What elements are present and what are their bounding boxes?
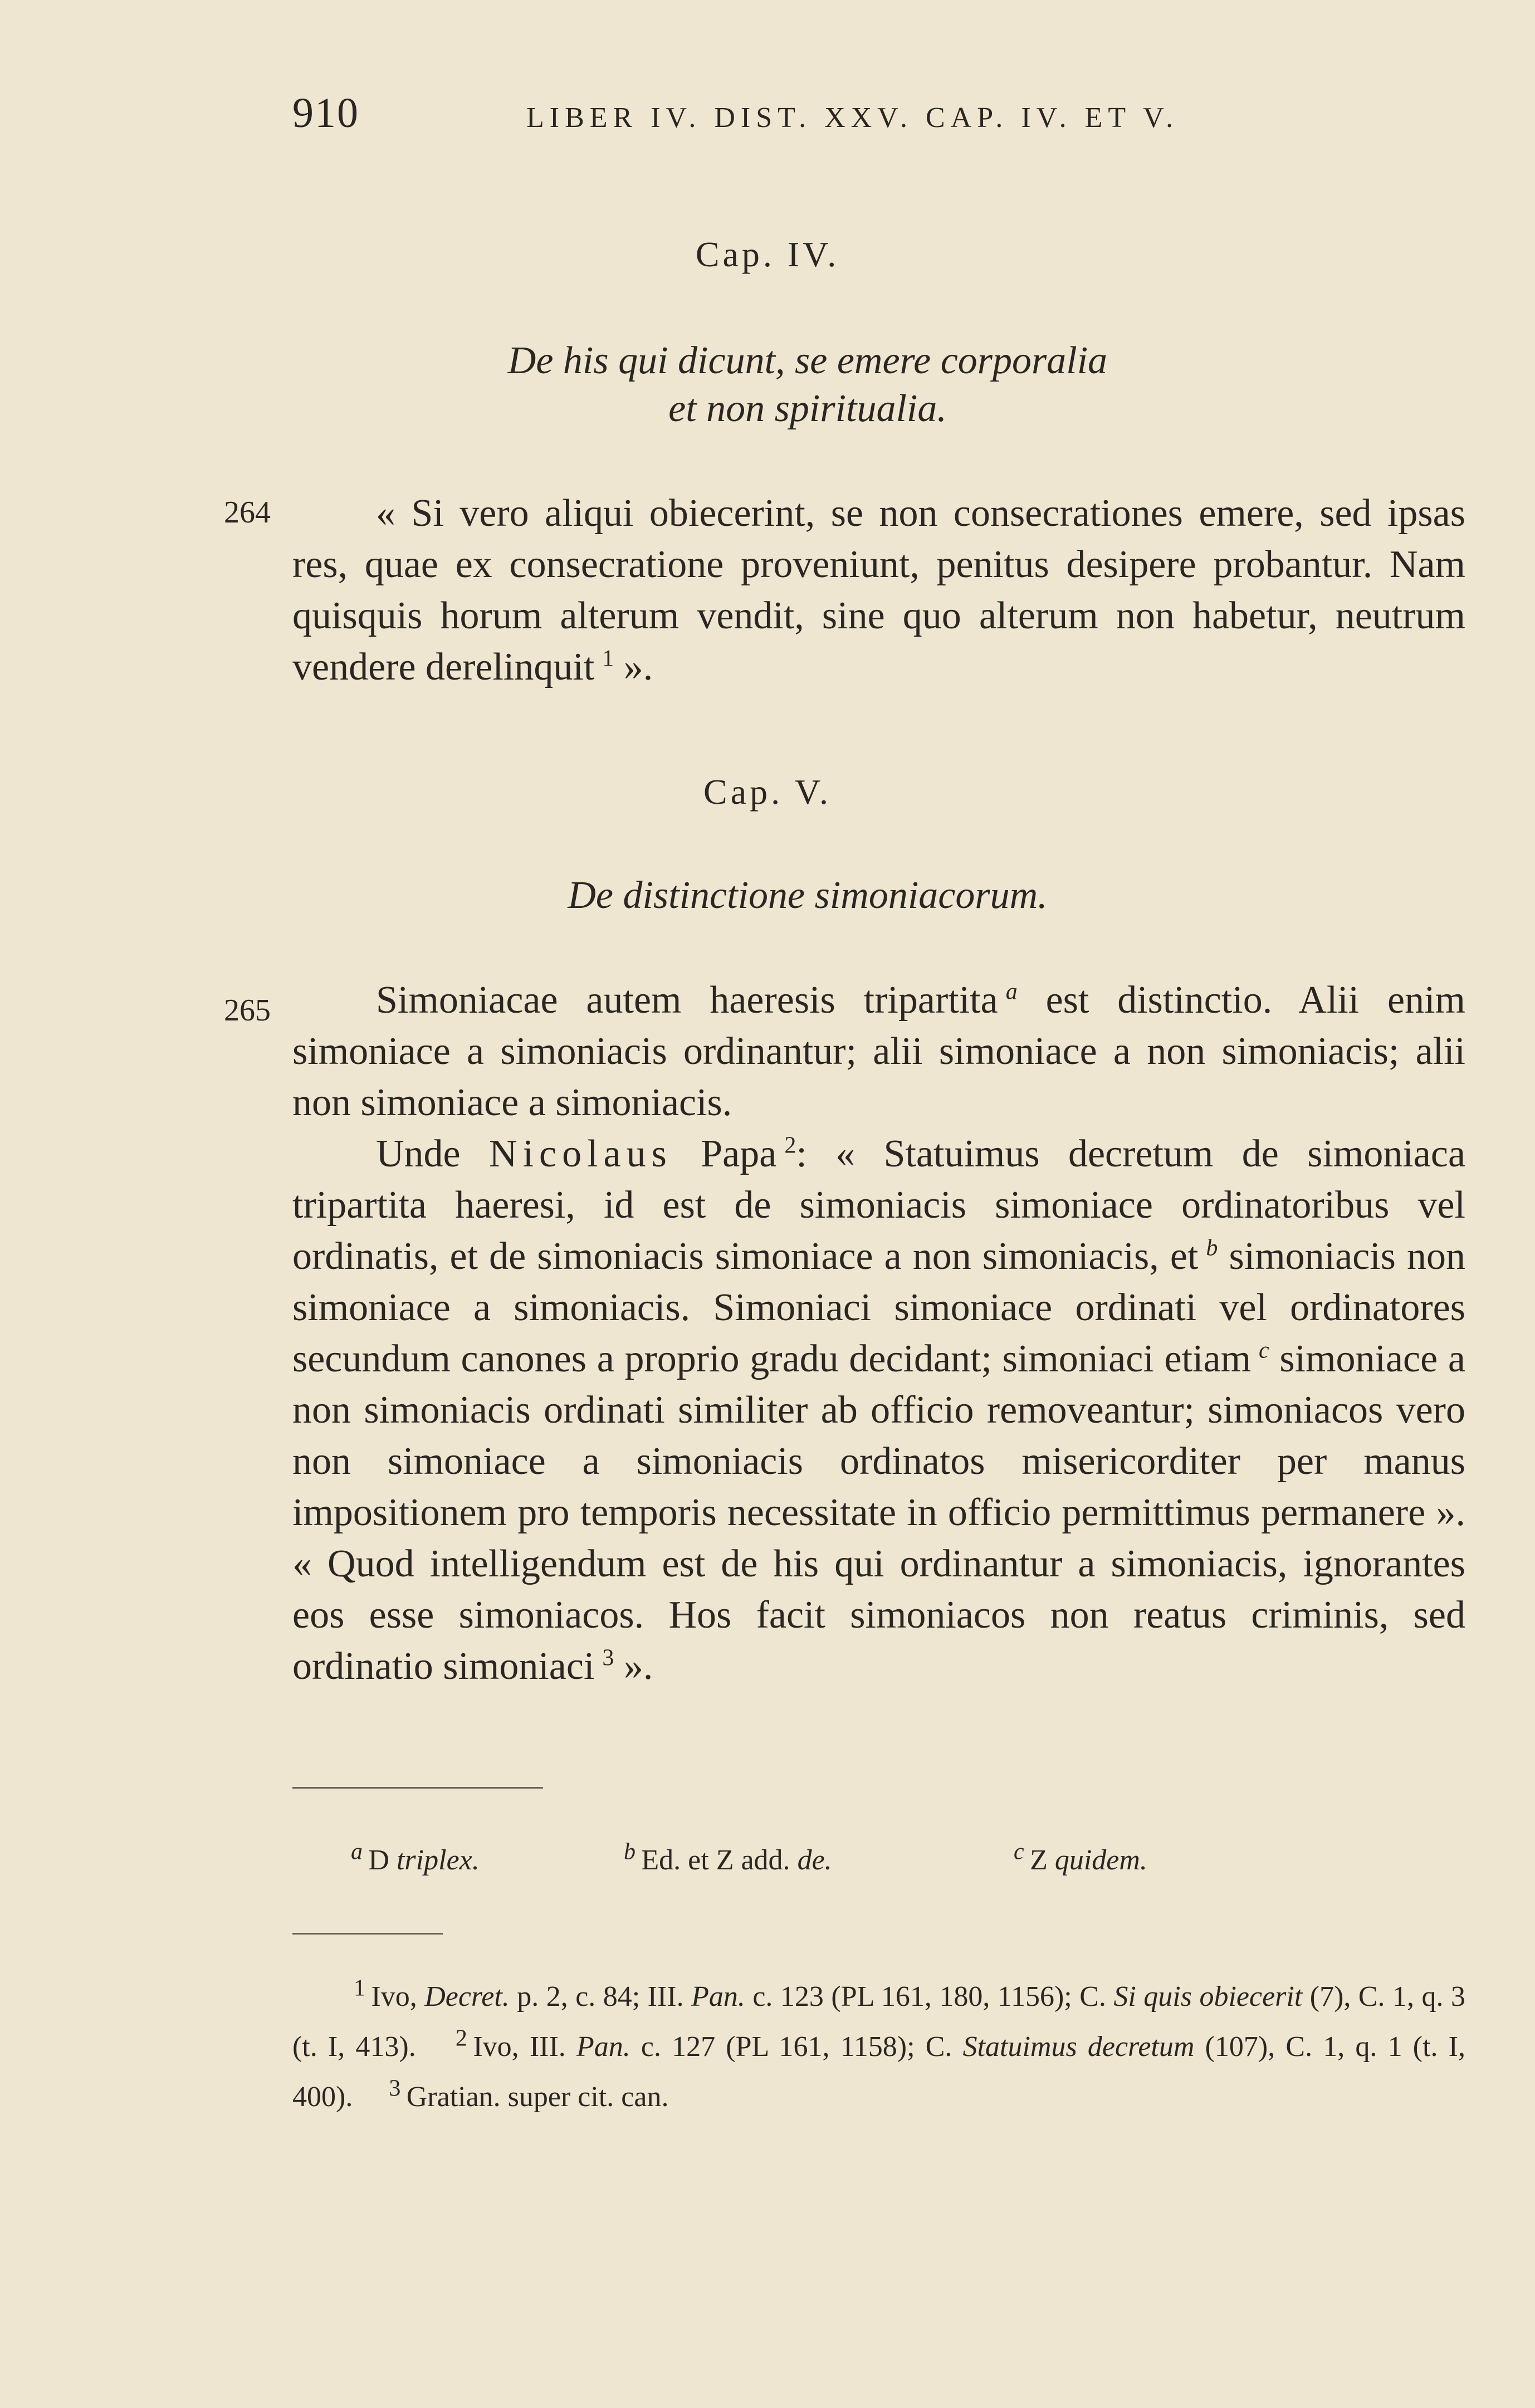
section-number-265: 265 [224, 993, 271, 1028]
section-number-264: 264 [224, 495, 271, 530]
chapter-iv-heading: Cap. IV. [695, 235, 840, 274]
text-run: Unde [376, 1132, 490, 1175]
footnote-1-incipit: Si quis obiecerit [1113, 1981, 1303, 2013]
footnote-2-text: c. 127 (PL 161, 1158); C. [630, 2031, 963, 2063]
variant-reading: triplex. [396, 1844, 480, 1876]
paragraph-264-end: ». [614, 646, 653, 688]
variant-text: Ed. et Z add. [641, 1844, 798, 1876]
variants-divider [292, 1787, 543, 1789]
variant-reading: de. [797, 1844, 832, 1876]
footnote-3-text: Gratian. super cit. can. [406, 2081, 669, 2113]
footnote-1-text: p. 2, c. 84; III. [509, 1981, 692, 2013]
text-run: : « Statuimus decretum de simoniaca tripartita haeresi, id est de simoniacis simoniace ordinatoribus vel ordinatis, et de simoniacis simoniace a non simoniacis, et [292, 1132, 1466, 1278]
footnote-1-text: Ivo, [371, 1981, 425, 2013]
text-run: simoniacis non simoniace a simoniacis. Simoniaci simoniace ordinati vel ordinatores secundum canones a proprio gradu decidant; simoniaci etiam [292, 1235, 1465, 1380]
chapter-v-heading: Cap. V. [703, 772, 832, 812]
footnote-3-mark: 3 [389, 2075, 401, 2102]
chapter-v-rubric: De distinctione simoniacorum. [568, 874, 1048, 917]
text-run: Papa [672, 1132, 777, 1175]
paragraph-264-text: « Si vero aliqui obiecerint, se non consecrationes emere, sed ipsas res, quae ex consecratione proveniunt, penitus desipere probantur. Nam quisquis horum alterum vendit, sine quo alterum non habetur, neutrum vendere derelinquit [292, 492, 1465, 688]
variant-mark: a [351, 1839, 363, 1865]
footnotes-divider [292, 1933, 443, 1935]
chapter-v-text [292, 975, 1465, 1692]
footnote-ref-3: 3 [602, 1645, 614, 1671]
footnote-2-mark: 2 [455, 2025, 467, 2052]
chapter-iv-rubric [446, 337, 1170, 433]
footnote-2-text: Ivo, III. [473, 2031, 576, 2063]
text-run: est distinctio. Alii enim simoniace a simoniacis ordinantur; alii simoniace a non simoniacis; alii non simoniace a simoniacis. [292, 979, 1465, 1124]
paragraph-265-2 [292, 1129, 1465, 1692]
footnote-1-work: Decret. [424, 1981, 510, 2013]
running-header [292, 89, 1184, 139]
paragraph-265-1 [292, 975, 1465, 1129]
chapter-iv-text [292, 488, 1465, 693]
variant-a [351, 1839, 624, 1883]
text-run: simoniace a non simoniacis ordinati similiter ab officio removeantur; simoniacos vero non simoniace a simoniacis ordinatos misericorditer per manus impositionem pro temporis necessitate in officio permittimus permanere ». « Quod intelligendum est de his qui ordinantur a simoniacis, ignorantes eos esse simoniacos. Hos facit simoniacos non reatus criminis, sed ordinatio simoniaci [292, 1337, 1465, 1688]
chapter-iv-rubric-line-1: De his qui dicunt, se emere corporalia [507, 339, 1108, 382]
footnote-1-mark: 1 [354, 1975, 365, 2001]
footnote-2-incipit: Statuimus decretum [962, 2031, 1195, 2063]
footnote-1-text: (7), C. 1, q. 3 (t. I, 413). [292, 1981, 1465, 2063]
variant-c [1014, 1839, 1147, 1883]
text-run: ». [614, 1645, 653, 1688]
variant-text: Z [1030, 1844, 1055, 1876]
footnote-1-work: Pan. [691, 1981, 745, 2013]
variant-mark: c [1014, 1839, 1024, 1865]
variant-ref-b: b [1206, 1235, 1218, 1261]
footnote-2-text: (107), C. 1, q. 1 (t. I, 400). [292, 2031, 1465, 2113]
variant-b [624, 1839, 1014, 1883]
source-footnotes [292, 1972, 1465, 2122]
variant-apparatus [351, 1839, 1298, 1883]
text-run: Simoniacae autem haeresis tripartita [376, 979, 998, 1022]
chapter-iv-rubric-line-2: et non spiritualia. [668, 387, 947, 430]
variant-text: D [368, 1844, 397, 1876]
page-number: 910 [292, 90, 359, 136]
footnote-ref-1: 1 [602, 646, 614, 672]
variant-ref-c: c [1259, 1337, 1269, 1364]
footnote-2-work: Pan. [576, 2031, 630, 2063]
variant-ref-a: a [1005, 979, 1018, 1005]
running-title: LIBER IV. DIST. XXV. CAP. IV. ET V. [526, 102, 1179, 134]
footnote-1-text: c. 123 (PL 161, 180, 1156); C. [745, 1981, 1114, 2013]
variant-reading: quidem. [1054, 1844, 1147, 1876]
footnote-ref-2: 2 [784, 1132, 796, 1159]
name-nicolaus: Nicolaus [489, 1132, 672, 1175]
variant-mark: b [624, 1839, 635, 1865]
